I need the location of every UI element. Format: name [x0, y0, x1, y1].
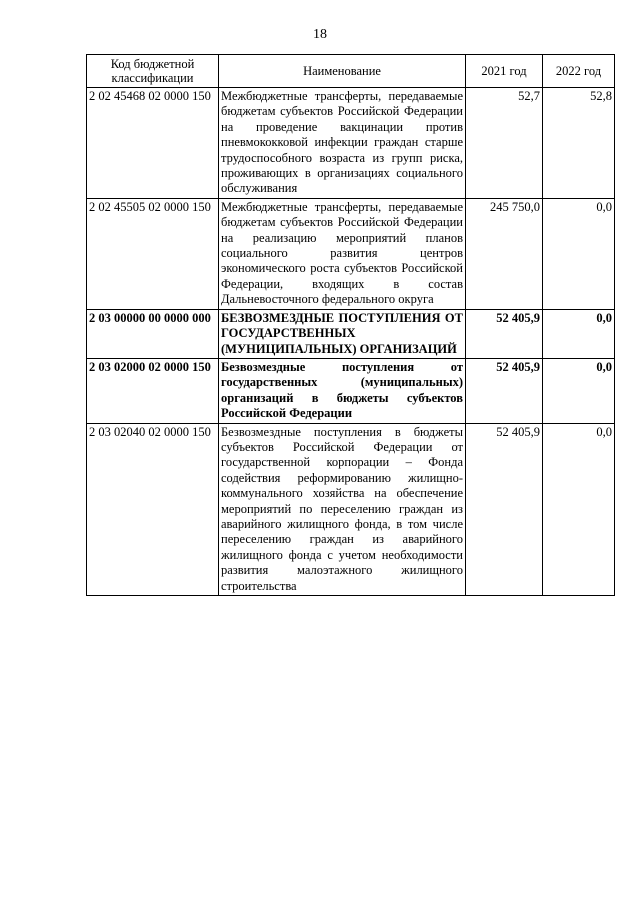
row-code: 2 03 02000 02 0000 150 [87, 358, 219, 423]
table-row [87, 88, 615, 199]
table-header-row [87, 55, 615, 88]
row-value-2022: 0,0 [543, 309, 615, 358]
header-year-2021: 2021 год [466, 55, 543, 88]
row-value-2021: 245 750,0 [466, 198, 543, 309]
row-name: БЕЗВОЗМЕЗДНЫЕ ПОСТУПЛЕНИЯ ОТ ГОСУДАРСТВЕННЫХ (МУНИЦИПАЛЬНЫХ) ОРГАНИЗАЦИЙ [219, 309, 466, 358]
row-name: Безвозмездные поступления в бюджеты субъектов Российской Федерации от государственной корпорации – Фонда содействия реформированию жилищно-коммунального хозяйства на обеспечение мероприятий по переселению граждан из аварийного жилищного фонда, в том числе переселению граждан из аварийного жилищного фонда с учетом необходимости развития малоэтажного жилищного строительства [219, 423, 466, 595]
row-name: Безвозмездные поступления от государственных (муниципальных) организаций в бюджеты субъектов Российской Федерации [219, 358, 466, 423]
page-number: 18 [313, 27, 327, 42]
row-name: Межбюджетные трансферты, передаваемые бюджетам субъектов Российской Федерации на реализацию мероприятий планов социального развития центров экономического роста субъектов Российской Федерации, входящих в состав Дальневосточного федерального округа [219, 198, 466, 309]
row-code: 2 02 45505 02 0000 150 [87, 198, 219, 309]
row-value-2022: 0,0 [543, 423, 615, 595]
header-code: Код бюджетной классификации [87, 55, 219, 88]
row-value-2022: 0,0 [543, 198, 615, 309]
table-row [87, 358, 615, 423]
row-value-2021: 52 405,9 [466, 358, 543, 423]
row-value-2021: 52,7 [466, 88, 543, 199]
row-value-2022: 0,0 [543, 358, 615, 423]
row-code: 2 03 00000 00 0000 000 [87, 309, 219, 358]
row-name: Межбюджетные трансферты, передаваемые бюджетам субъектов Российской Федерации на проведение вакцинации против пневмококковой инфекции граждан старше трудоспособного возраста из групп риска, проживающих в организациях социального обслуживания [219, 88, 466, 199]
row-value-2021: 52 405,9 [466, 309, 543, 358]
row-value-2021: 52 405,9 [466, 423, 543, 595]
header-year-2022: 2022 год [543, 55, 615, 88]
table-row [87, 423, 615, 595]
budget-table [86, 54, 615, 596]
row-code: 2 02 45468 02 0000 150 [87, 88, 219, 199]
table-row [87, 198, 615, 309]
row-code: 2 03 02040 02 0000 150 [87, 423, 219, 595]
table-row [87, 309, 615, 358]
row-value-2022: 52,8 [543, 88, 615, 199]
header-name: Наименование [219, 55, 466, 88]
